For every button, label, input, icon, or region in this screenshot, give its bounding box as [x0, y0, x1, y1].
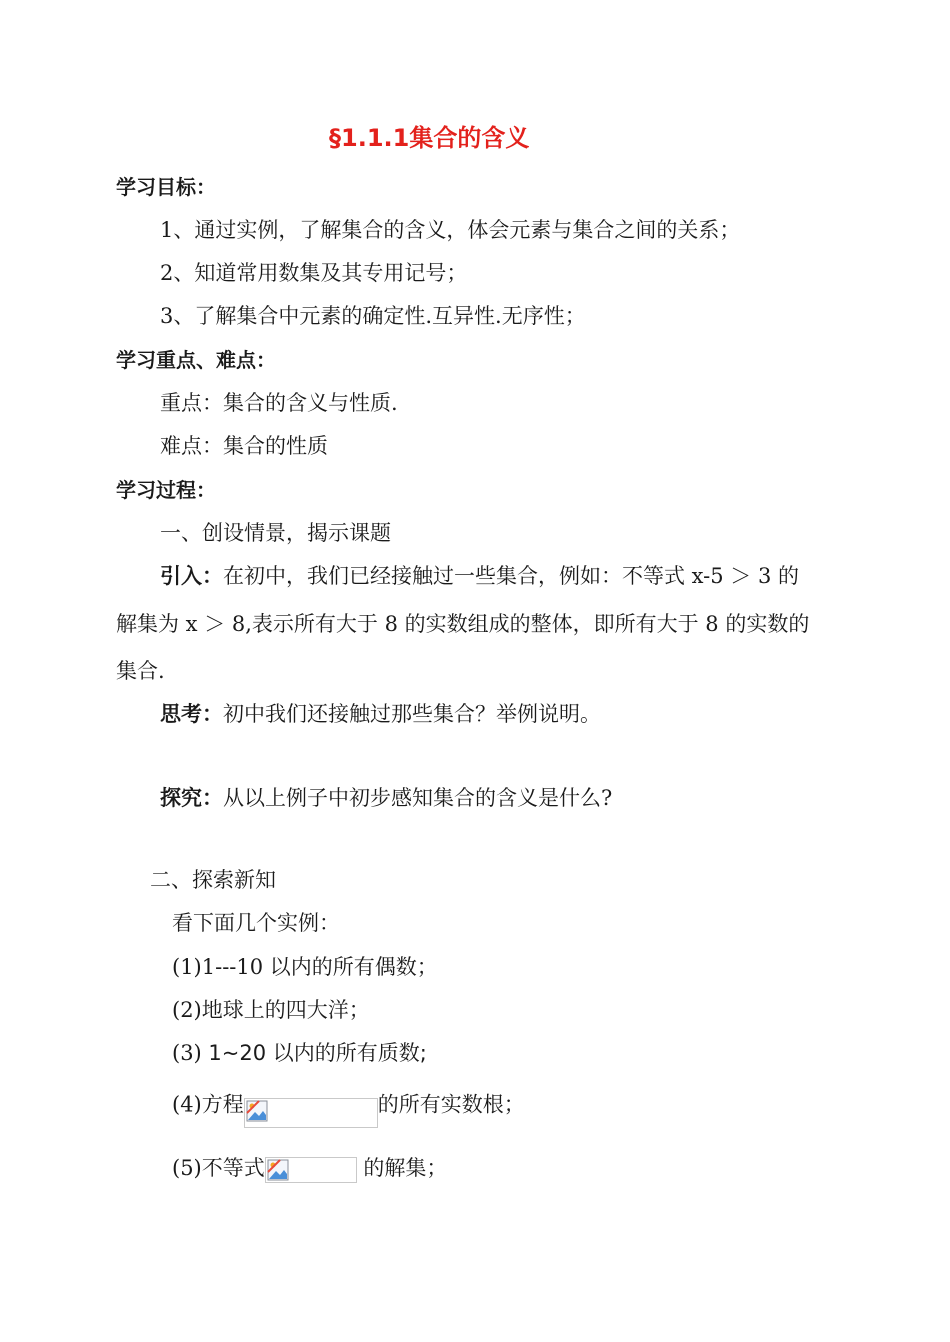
examples-intro: 看下面几个实例： — [172, 911, 340, 935]
objective-item: 2、知道常用数集及其专用记号； — [160, 261, 468, 285]
example-text: 1~20 以内的所有质数; — [208, 1041, 427, 1065]
example-item — [172, 1084, 525, 1128]
think-paragraph — [160, 700, 601, 728]
process-heading: 学习过程： — [116, 478, 216, 502]
explore-text: 从以上例子中初步感知集合的含义是什么? — [223, 786, 613, 810]
objective-item: 1、通过实例，了解集合的含义，体会元素与集合之间的关系； — [160, 218, 741, 242]
explore-label: 探究： — [160, 786, 223, 810]
inequality-image — [265, 1157, 357, 1183]
broken-image-icon — [267, 1159, 289, 1181]
example-text: (4)方程 — [172, 1092, 244, 1117]
intro-paragraph-line: 集合. — [116, 659, 165, 683]
intro-paragraph-line: 解集为 x ＞ 8,表示所有大于 8 的实数组成的整体，即所有大于 8 的实数的 — [116, 612, 810, 636]
example-item: (2)地球上的四大洋； — [172, 998, 370, 1022]
example-item: (1)1---10 以内的所有偶数； — [172, 955, 438, 979]
broken-image-icon — [246, 1100, 268, 1122]
example-text: (5)不等式 — [172, 1156, 265, 1180]
intro-text: 在初中，我们已经接触过一些集合，例如：不等式 x-5 ＞ 3 的 — [223, 564, 799, 588]
section-heading: 一、创设情景，揭示课题 — [160, 521, 391, 545]
example-item — [172, 1039, 427, 1067]
example-number: (3) — [172, 1041, 209, 1065]
think-label: 思考： — [160, 702, 223, 726]
focus-text: 重点：集合的含义与性质. — [160, 391, 398, 415]
difficulty-text: 难点：集合的性质 — [160, 434, 328, 458]
example-text: 的解集； — [356, 1156, 448, 1180]
page-title: §1.1.1集合的含义 — [329, 124, 530, 152]
key-points-heading: 学习重点、难点： — [116, 348, 276, 372]
explore-paragraph — [160, 784, 612, 812]
think-text: 初中我们还接触过那些集合？举例说明。 — [223, 702, 601, 726]
objective-item: 3、了解集合中元素的确定性.互异性.无序性； — [160, 304, 586, 328]
intro-paragraph-line — [160, 562, 799, 590]
example-item — [172, 1154, 447, 1183]
intro-label: 引入： — [160, 564, 223, 588]
objectives-heading: 学习目标： — [116, 175, 216, 199]
equation-image — [244, 1098, 378, 1128]
section-heading: 二、探索新知 — [150, 868, 276, 892]
example-text: 的所有实数根； — [377, 1092, 525, 1117]
